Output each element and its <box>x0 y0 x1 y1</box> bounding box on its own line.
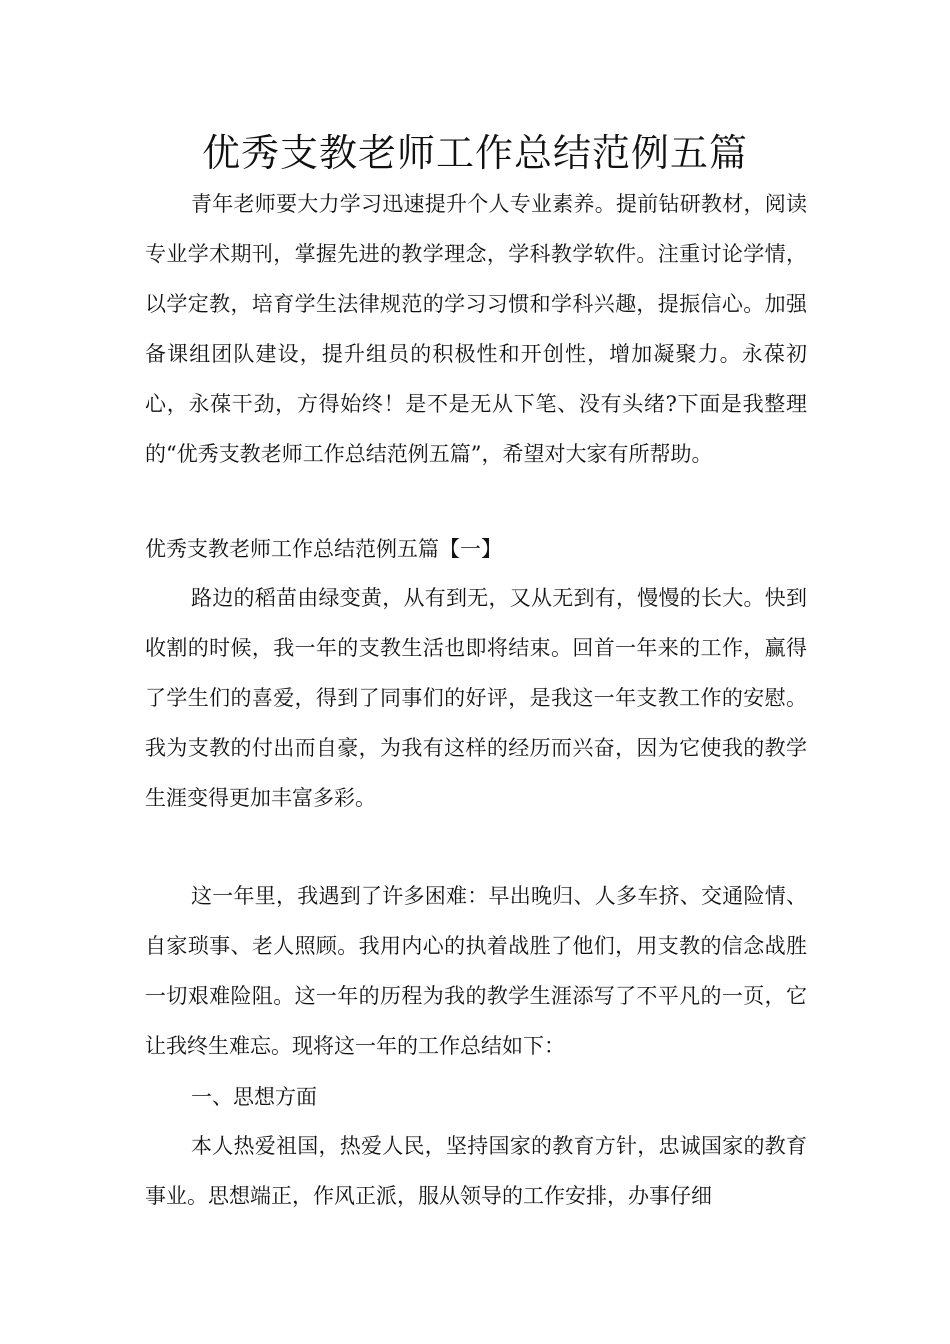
subheading-thought: 一、思想方面 <box>191 1085 317 1109</box>
section-heading: 优秀支教老师工作总结范例五篇【一】 <box>145 537 502 561</box>
paragraph-1: 路边的稻苗由绿变黄，从有到无，又从无到有，慢慢的长大。快到收割的时候，我一年的支教生活也即将结束。回首一年来的工作，赢得了学生们的喜爱，得到了同事们的好评，是我这一年支教工作的安慰。我为支教的付出而自豪，为我有这样的经历而兴奋，因为它使我的教学生涯变得更加丰富多彩。 <box>145 586 807 810</box>
paragraph-3: 本人热爱祖国，热爱人民，坚持国家的教育方针，忠诚国家的教育事业。思想端正，作风正派，服从领导的工作安排，办事仔细 <box>145 1134 807 1208</box>
intro-paragraph: 青年老师要大力学习迅速提升个人专业素养。提前钻研教材，阅读专业学术期刊，掌握先进的教学理念，学科教学软件。注重讨论学情，以学定教，培育学生法律规范的学习习惯和学科兴趣，提振信心。加强备课组团队建设，提升组员的积极性和开创性，增加凝聚力。永葆初心，永葆干劲，方得始终！是不是无从下笔、没有头绪?下面是我整理的“优秀支教老师工作总结范例五篇”，希望对大家有所帮助。 <box>145 192 807 466</box>
document-title: 优秀支教老师工作总结范例五篇 <box>201 131 748 175</box>
paragraph-2: 这一年里，我遇到了许多困难：早出晚归、人多车挤、交通险情、自家琐事、老人照顾。我用内心的执着战胜了他们，用支教的信念战胜一切艰难险阻。这一年的历程为我的教学生涯添写了不平凡的一页，它让我终生难忘。现将这一年的工作总结如下： <box>145 884 807 1058</box>
